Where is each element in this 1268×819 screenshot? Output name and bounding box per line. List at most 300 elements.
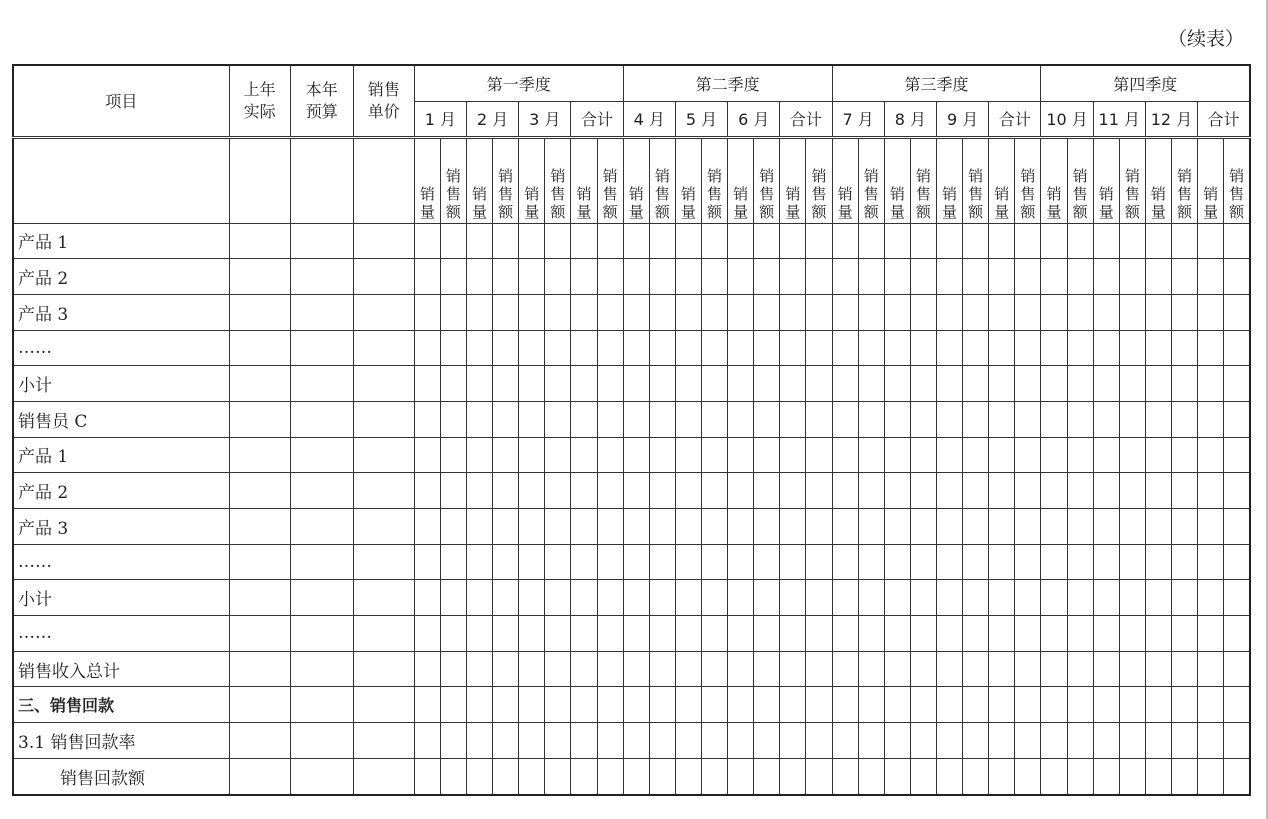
empty-cell bbox=[519, 330, 545, 366]
empty-cell bbox=[623, 223, 649, 259]
empty-cell bbox=[623, 294, 649, 330]
empty-cell bbox=[1224, 294, 1250, 330]
empty-cell bbox=[1041, 616, 1067, 652]
empty-cell bbox=[1041, 651, 1067, 687]
empty-cell bbox=[1119, 687, 1145, 723]
row-label: 3.1 销售回款率 bbox=[13, 723, 229, 759]
empty-cell bbox=[910, 758, 936, 794]
empty-cell bbox=[728, 758, 754, 794]
empty-cell bbox=[571, 330, 597, 366]
empty-cell bbox=[780, 509, 806, 545]
empty-cell bbox=[1041, 580, 1067, 616]
empty-cell bbox=[780, 687, 806, 723]
empty-cell bbox=[623, 509, 649, 545]
empty-cell bbox=[884, 473, 910, 509]
empty-cell bbox=[466, 580, 492, 616]
empty-cell bbox=[597, 687, 623, 723]
row-label: …… bbox=[13, 616, 229, 652]
empty-cell bbox=[571, 687, 597, 723]
empty-cell bbox=[519, 580, 545, 616]
header-item: 项目 bbox=[13, 65, 229, 137]
empty-cell bbox=[597, 473, 623, 509]
row-label: 产品 2 bbox=[13, 259, 229, 295]
empty-cell bbox=[1015, 544, 1041, 580]
empty-cell bbox=[290, 437, 353, 473]
empty-cell bbox=[989, 509, 1015, 545]
empty-cell bbox=[1119, 509, 1145, 545]
empty-cell bbox=[414, 580, 440, 616]
empty-cell bbox=[1067, 223, 1093, 259]
empty-cell bbox=[353, 259, 414, 295]
empty-cell bbox=[858, 473, 884, 509]
empty-cell bbox=[1119, 723, 1145, 759]
empty-cell bbox=[597, 294, 623, 330]
empty-cell bbox=[649, 687, 675, 723]
empty-cell bbox=[832, 294, 858, 330]
empty-cell bbox=[597, 758, 623, 794]
header-sub-qty: 销量 bbox=[936, 137, 962, 223]
empty-cell bbox=[701, 509, 727, 545]
empty-cell bbox=[936, 509, 962, 545]
empty-cell bbox=[519, 616, 545, 652]
empty-cell bbox=[623, 544, 649, 580]
empty-cell bbox=[806, 758, 832, 794]
empty-cell bbox=[466, 259, 492, 295]
empty-cell bbox=[649, 259, 675, 295]
empty-cell bbox=[1093, 437, 1119, 473]
empty-cell bbox=[910, 544, 936, 580]
header-unit-price: 销售单价 bbox=[353, 65, 414, 137]
empty-cell bbox=[1198, 723, 1224, 759]
empty-cell bbox=[440, 509, 466, 545]
empty-cell bbox=[858, 651, 884, 687]
empty-cell bbox=[858, 401, 884, 437]
empty-cell bbox=[353, 366, 414, 402]
empty-cell bbox=[493, 330, 519, 366]
empty-cell bbox=[571, 223, 597, 259]
sales-budget-table bbox=[12, 64, 1251, 796]
empty-cell bbox=[1015, 651, 1041, 687]
empty-cell bbox=[466, 401, 492, 437]
empty-cell bbox=[780, 616, 806, 652]
empty-cell bbox=[571, 294, 597, 330]
empty-cell bbox=[466, 330, 492, 366]
empty-cell bbox=[1198, 437, 1224, 473]
empty-cell bbox=[675, 580, 701, 616]
empty-cell bbox=[1171, 437, 1197, 473]
empty-cell bbox=[545, 366, 571, 402]
empty-cell bbox=[806, 294, 832, 330]
row-label: 销售收入总计 bbox=[13, 651, 229, 687]
empty-cell bbox=[229, 330, 290, 366]
empty-cell bbox=[290, 687, 353, 723]
empty-cell bbox=[623, 723, 649, 759]
row-label: …… bbox=[13, 330, 229, 366]
table-row bbox=[13, 294, 1250, 330]
empty-cell bbox=[1015, 330, 1041, 366]
empty-cell bbox=[290, 401, 353, 437]
empty-cell bbox=[1198, 580, 1224, 616]
empty-cell bbox=[936, 330, 962, 366]
empty-cell bbox=[728, 544, 754, 580]
empty-cell bbox=[1145, 473, 1171, 509]
empty-cell bbox=[1093, 259, 1119, 295]
empty-cell bbox=[353, 223, 414, 259]
empty-cell bbox=[675, 259, 701, 295]
empty-cell bbox=[229, 580, 290, 616]
empty-cell bbox=[989, 616, 1015, 652]
empty-cell bbox=[1224, 580, 1250, 616]
empty-cell bbox=[597, 509, 623, 545]
empty-cell bbox=[832, 580, 858, 616]
header-blank-cell bbox=[290, 137, 353, 223]
empty-cell bbox=[545, 758, 571, 794]
empty-cell bbox=[440, 366, 466, 402]
empty-cell bbox=[597, 223, 623, 259]
empty-cell bbox=[1224, 758, 1250, 794]
empty-cell bbox=[1015, 616, 1041, 652]
empty-cell bbox=[1015, 223, 1041, 259]
empty-cell bbox=[229, 544, 290, 580]
empty-cell bbox=[1171, 758, 1197, 794]
empty-cell bbox=[440, 687, 466, 723]
empty-cell bbox=[728, 366, 754, 402]
empty-cell bbox=[229, 259, 290, 295]
empty-cell bbox=[623, 259, 649, 295]
empty-cell bbox=[963, 294, 989, 330]
empty-cell bbox=[623, 330, 649, 366]
table-row bbox=[13, 366, 1250, 402]
empty-cell bbox=[1093, 509, 1119, 545]
empty-cell bbox=[1067, 366, 1093, 402]
empty-cell bbox=[519, 294, 545, 330]
empty-cell bbox=[1224, 616, 1250, 652]
empty-cell bbox=[519, 223, 545, 259]
empty-cell bbox=[1119, 651, 1145, 687]
empty-cell bbox=[1224, 223, 1250, 259]
empty-cell bbox=[571, 401, 597, 437]
empty-cell bbox=[493, 651, 519, 687]
empty-cell bbox=[910, 437, 936, 473]
empty-cell bbox=[1093, 223, 1119, 259]
empty-cell bbox=[1145, 509, 1171, 545]
empty-cell bbox=[780, 758, 806, 794]
empty-cell bbox=[989, 437, 1015, 473]
empty-cell bbox=[1198, 544, 1224, 580]
empty-cell bbox=[290, 259, 353, 295]
empty-cell bbox=[229, 651, 290, 687]
header-sub-amount: 销售额 bbox=[493, 137, 519, 223]
empty-cell bbox=[519, 509, 545, 545]
empty-cell bbox=[675, 473, 701, 509]
empty-cell bbox=[1224, 330, 1250, 366]
header-sub-qty: 销量 bbox=[1145, 137, 1171, 223]
empty-cell bbox=[229, 473, 290, 509]
empty-cell bbox=[989, 223, 1015, 259]
empty-cell bbox=[353, 401, 414, 437]
header-quarter: 第一季度 bbox=[414, 65, 623, 101]
table-row bbox=[13, 651, 1250, 687]
empty-cell bbox=[1119, 330, 1145, 366]
empty-cell bbox=[1093, 616, 1119, 652]
empty-cell bbox=[728, 294, 754, 330]
empty-cell bbox=[571, 366, 597, 402]
empty-cell bbox=[936, 758, 962, 794]
empty-cell bbox=[414, 259, 440, 295]
empty-cell bbox=[806, 437, 832, 473]
empty-cell bbox=[1041, 544, 1067, 580]
empty-cell bbox=[1171, 366, 1197, 402]
empty-cell bbox=[989, 723, 1015, 759]
empty-cell bbox=[1145, 437, 1171, 473]
empty-cell bbox=[858, 294, 884, 330]
empty-cell bbox=[728, 437, 754, 473]
empty-cell bbox=[649, 758, 675, 794]
empty-cell bbox=[858, 223, 884, 259]
empty-cell bbox=[1119, 366, 1145, 402]
empty-cell bbox=[858, 616, 884, 652]
empty-cell bbox=[910, 651, 936, 687]
empty-cell bbox=[780, 651, 806, 687]
empty-cell bbox=[1067, 473, 1093, 509]
empty-cell bbox=[963, 330, 989, 366]
empty-cell bbox=[466, 616, 492, 652]
empty-cell bbox=[806, 330, 832, 366]
empty-cell bbox=[701, 259, 727, 295]
empty-cell bbox=[858, 330, 884, 366]
empty-cell bbox=[1093, 687, 1119, 723]
empty-cell bbox=[884, 259, 910, 295]
empty-cell bbox=[1198, 330, 1224, 366]
empty-cell bbox=[623, 758, 649, 794]
header-sub-qty: 销量 bbox=[989, 137, 1015, 223]
empty-cell bbox=[858, 366, 884, 402]
empty-cell bbox=[493, 259, 519, 295]
empty-cell bbox=[1145, 366, 1171, 402]
empty-cell bbox=[936, 473, 962, 509]
empty-cell bbox=[806, 366, 832, 402]
empty-cell bbox=[649, 366, 675, 402]
header-month: 合计 bbox=[571, 101, 623, 137]
empty-cell bbox=[910, 401, 936, 437]
empty-cell bbox=[440, 437, 466, 473]
empty-cell bbox=[493, 366, 519, 402]
empty-cell bbox=[989, 687, 1015, 723]
empty-cell bbox=[701, 223, 727, 259]
empty-cell bbox=[701, 651, 727, 687]
header-row-quarters bbox=[13, 65, 1250, 101]
empty-cell bbox=[414, 401, 440, 437]
empty-cell bbox=[519, 366, 545, 402]
empty-cell bbox=[936, 223, 962, 259]
empty-cell bbox=[519, 259, 545, 295]
empty-cell bbox=[936, 651, 962, 687]
empty-cell bbox=[571, 509, 597, 545]
empty-cell bbox=[290, 294, 353, 330]
header-sub-amount: 销售额 bbox=[963, 137, 989, 223]
empty-cell bbox=[1015, 758, 1041, 794]
empty-cell bbox=[466, 651, 492, 687]
empty-cell bbox=[1067, 687, 1093, 723]
empty-cell bbox=[1041, 687, 1067, 723]
empty-cell bbox=[780, 723, 806, 759]
empty-cell bbox=[545, 616, 571, 652]
empty-cell bbox=[1145, 616, 1171, 652]
header-sub-amount: 销售额 bbox=[545, 137, 571, 223]
empty-cell bbox=[754, 223, 780, 259]
empty-cell bbox=[1145, 723, 1171, 759]
empty-cell bbox=[963, 651, 989, 687]
empty-cell bbox=[806, 259, 832, 295]
empty-cell bbox=[414, 758, 440, 794]
empty-cell bbox=[1067, 580, 1093, 616]
empty-cell bbox=[290, 509, 353, 545]
empty-cell bbox=[440, 330, 466, 366]
empty-cell bbox=[728, 723, 754, 759]
empty-cell bbox=[1198, 687, 1224, 723]
empty-cell bbox=[1093, 330, 1119, 366]
empty-cell bbox=[519, 473, 545, 509]
empty-cell bbox=[414, 544, 440, 580]
empty-cell bbox=[989, 758, 1015, 794]
empty-cell bbox=[832, 509, 858, 545]
empty-cell bbox=[1093, 401, 1119, 437]
empty-cell bbox=[571, 473, 597, 509]
empty-cell bbox=[675, 509, 701, 545]
row-label: 三、销售回款 bbox=[13, 687, 229, 723]
empty-cell bbox=[1171, 223, 1197, 259]
empty-cell bbox=[728, 473, 754, 509]
empty-cell bbox=[832, 401, 858, 437]
empty-cell bbox=[989, 294, 1015, 330]
empty-cell bbox=[1198, 473, 1224, 509]
empty-cell bbox=[728, 580, 754, 616]
empty-cell bbox=[675, 223, 701, 259]
empty-cell bbox=[832, 687, 858, 723]
empty-cell bbox=[910, 509, 936, 545]
header-sub-qty: 销量 bbox=[884, 137, 910, 223]
empty-cell bbox=[780, 330, 806, 366]
empty-cell bbox=[1041, 366, 1067, 402]
empty-cell bbox=[440, 616, 466, 652]
empty-cell bbox=[290, 723, 353, 759]
empty-cell bbox=[597, 544, 623, 580]
empty-cell bbox=[1145, 651, 1171, 687]
empty-cell bbox=[754, 580, 780, 616]
empty-cell bbox=[1224, 259, 1250, 295]
empty-cell bbox=[290, 223, 353, 259]
empty-cell bbox=[545, 294, 571, 330]
empty-cell bbox=[1067, 758, 1093, 794]
header-sub-amount: 销售额 bbox=[1067, 137, 1093, 223]
header-sub-qty: 销量 bbox=[414, 137, 440, 223]
header-sub-amount: 销售额 bbox=[440, 137, 466, 223]
empty-cell bbox=[1145, 294, 1171, 330]
empty-cell bbox=[858, 687, 884, 723]
empty-cell bbox=[1067, 437, 1093, 473]
empty-cell bbox=[780, 223, 806, 259]
empty-cell bbox=[675, 758, 701, 794]
empty-cell bbox=[545, 509, 571, 545]
empty-cell bbox=[1067, 616, 1093, 652]
empty-cell bbox=[571, 437, 597, 473]
table-row bbox=[13, 437, 1250, 473]
empty-cell bbox=[1093, 544, 1119, 580]
empty-cell bbox=[1119, 294, 1145, 330]
empty-cell bbox=[728, 651, 754, 687]
empty-cell bbox=[858, 259, 884, 295]
empty-cell bbox=[571, 544, 597, 580]
table-row bbox=[13, 473, 1250, 509]
header-sub-qty: 销量 bbox=[623, 137, 649, 223]
empty-cell bbox=[466, 223, 492, 259]
empty-cell bbox=[414, 366, 440, 402]
empty-cell bbox=[1119, 580, 1145, 616]
empty-cell bbox=[963, 544, 989, 580]
empty-cell bbox=[1015, 259, 1041, 295]
table-row bbox=[13, 687, 1250, 723]
empty-cell bbox=[910, 223, 936, 259]
empty-cell bbox=[858, 580, 884, 616]
empty-cell bbox=[493, 509, 519, 545]
empty-cell bbox=[936, 544, 962, 580]
empty-cell bbox=[701, 401, 727, 437]
empty-cell bbox=[1224, 366, 1250, 402]
empty-cell bbox=[493, 544, 519, 580]
empty-cell bbox=[989, 330, 1015, 366]
empty-cell bbox=[884, 401, 910, 437]
empty-cell bbox=[675, 687, 701, 723]
empty-cell bbox=[1041, 259, 1067, 295]
header-month: 合计 bbox=[989, 101, 1041, 137]
empty-cell bbox=[780, 580, 806, 616]
empty-cell bbox=[466, 437, 492, 473]
empty-cell bbox=[1171, 473, 1197, 509]
empty-cell bbox=[571, 580, 597, 616]
empty-cell bbox=[1015, 437, 1041, 473]
empty-cell bbox=[1198, 616, 1224, 652]
empty-cell bbox=[493, 401, 519, 437]
empty-cell bbox=[806, 616, 832, 652]
table-row bbox=[13, 580, 1250, 616]
empty-cell bbox=[754, 544, 780, 580]
empty-cell bbox=[597, 616, 623, 652]
empty-cell bbox=[1198, 651, 1224, 687]
header-month: 合计 bbox=[780, 101, 832, 137]
empty-cell bbox=[754, 473, 780, 509]
empty-cell bbox=[1145, 401, 1171, 437]
empty-cell bbox=[832, 758, 858, 794]
empty-cell bbox=[675, 723, 701, 759]
empty-cell bbox=[884, 580, 910, 616]
empty-cell bbox=[290, 651, 353, 687]
empty-cell bbox=[989, 544, 1015, 580]
empty-cell bbox=[754, 437, 780, 473]
empty-cell bbox=[1093, 651, 1119, 687]
empty-cell bbox=[963, 473, 989, 509]
empty-cell bbox=[701, 723, 727, 759]
empty-cell bbox=[1041, 473, 1067, 509]
empty-cell bbox=[701, 758, 727, 794]
empty-cell bbox=[780, 259, 806, 295]
empty-cell bbox=[493, 616, 519, 652]
empty-cell bbox=[963, 687, 989, 723]
empty-cell bbox=[229, 366, 290, 402]
empty-cell bbox=[884, 687, 910, 723]
row-label: 销售员 C bbox=[13, 401, 229, 437]
row-label: 小计 bbox=[13, 366, 229, 402]
empty-cell bbox=[1145, 544, 1171, 580]
